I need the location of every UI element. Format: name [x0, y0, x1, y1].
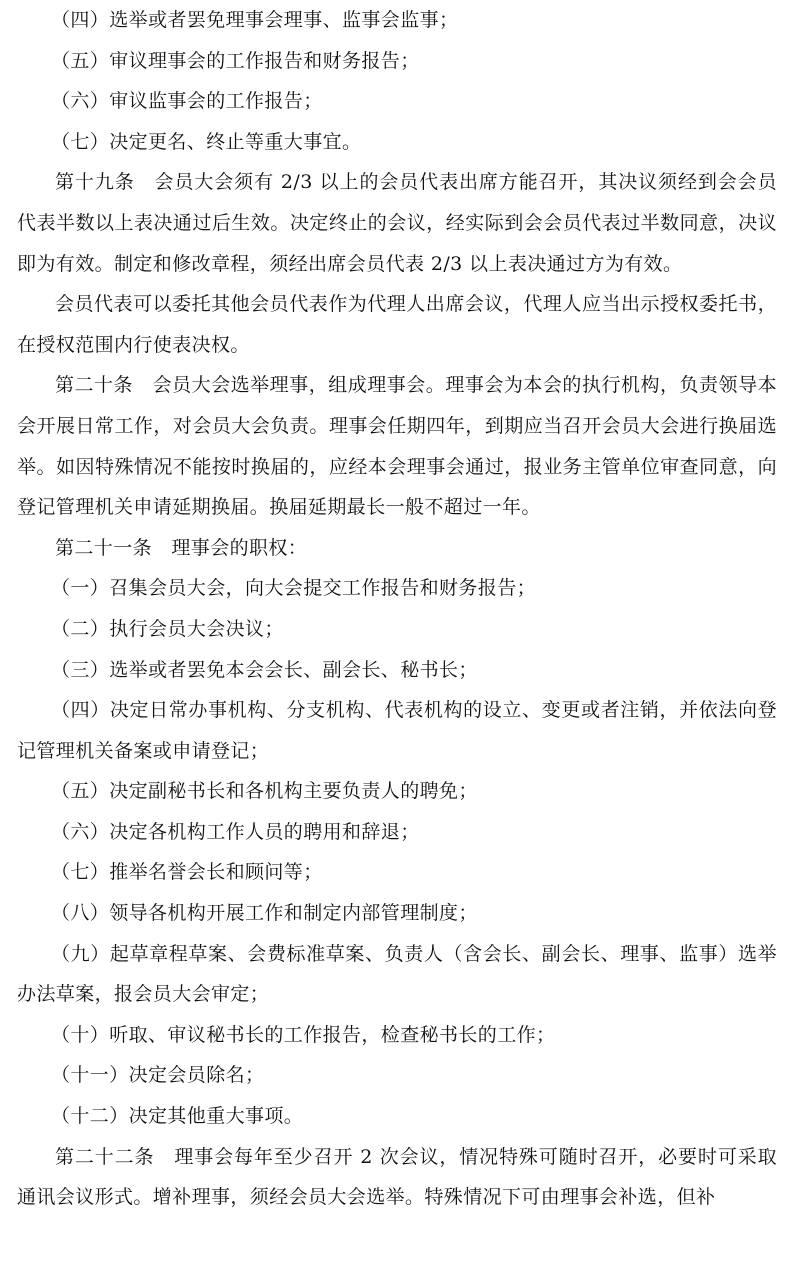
paragraph: （七）决定更名、终止等重大事宜。 — [51, 130, 362, 153]
paragraph: （一）召集会员大会，向大会提交工作报告和财务报告； — [51, 577, 537, 600]
paragraph: （三）选举或者罢免本会会长、副会长、秘书长； — [51, 658, 478, 681]
paragraph: （六）审议监事会的工作报告； — [51, 90, 323, 113]
article-paragraph: 第十九条 会员大会须有 2/3 以上的会员代表出席方能召开，其决议须经到会会员代表半数以上表决通过后生效。决定终止的会议，经实际到会会员代表过半数同意，决议即为有效。制定和修改章程，须经出席会员代表 2/3 以上表决通过方为有效。 — [17, 171, 777, 275]
document-page — [17, 0, 777, 1288]
paragraph: （六）决定各机构工作人员的聘用和辞退； — [51, 820, 420, 843]
paragraph: （九）起草章程草案、会费标准草案、负责人（含会长、副会长、理事、监事）选举办法草案，报会员大会审定； — [17, 942, 777, 1006]
paragraph: （五）审议理事会的工作报告和财务报告； — [51, 49, 420, 72]
paragraph: （八）领导各机构开展工作和制定内部管理制度； — [51, 902, 478, 925]
paragraph: （十二）决定其他重大事项。 — [51, 1105, 304, 1128]
paragraph: （十一）决定会员除名； — [51, 1064, 265, 1087]
article-paragraph: 第二十一条 理事会的职权： — [55, 536, 308, 559]
article-paragraph: 第二十二条 理事会每年至少召开 2 次会议，情况特殊可随时召开，必要时可采取通讯会议形式。增补理事，须经会员大会选举。特殊情况下可由理事会补选，但补 — [17, 1145, 777, 1209]
paragraph: （二）执行会员大会决议； — [51, 617, 284, 640]
paragraph: （十）听取、审议秘书长的工作报告，检查秘书长的工作； — [51, 1023, 556, 1046]
paragraph: （五）决定副秘书长和各机构主要负责人的聘免； — [51, 780, 478, 803]
paragraph: （四）决定日常办事机构、分支机构、代表机构的设立、变更或者注销，并依法向登记管理机关备案或申请登记； — [17, 699, 777, 762]
paragraph: 会员代表可以委托其他会员代表作为代理人出席会议，代理人应当出示授权委托书，在授权范围内行使表决权。 — [17, 293, 777, 356]
paragraph: （七）推举名誉会长和顾问等； — [51, 861, 323, 884]
article-paragraph: 第二十条 会员大会选举理事，组成理事会。理事会为本会的执行机构，负责领导本会开展日常工作，对会员大会负责。理事会任期四年，到期应当召开会员大会进行换届选举。如因特殊情况不能按时换届的，应经本会理事会通过，报业务主管单位审查同意，向登记管理机关申请延期换届。换届延期最长一般不超过一年。 — [17, 374, 777, 519]
paragraph: （四）选举或者罢免理事会理事、监事会监事； — [51, 9, 459, 31]
